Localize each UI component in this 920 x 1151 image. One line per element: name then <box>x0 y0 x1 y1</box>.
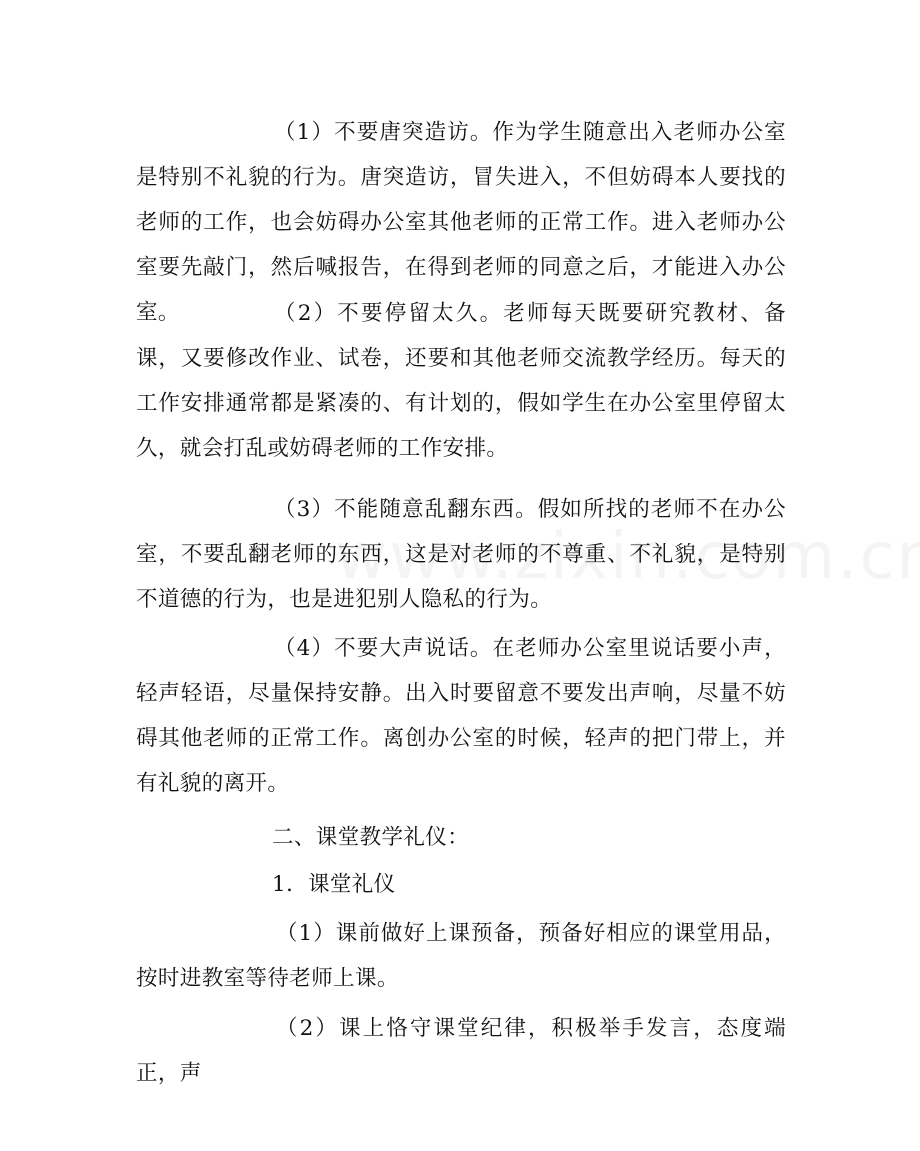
paragraph-1: （1）不要唐突造访。作为学生随意出入老师办公室是特别不礼貌的行为。唐突造访，冒失进入，不但妨碍本人要找的老师的工作，也会妨碍办公室其他老师的正常工作。进入老师办公室要先敲门，然后喊报告，在得到老师的同意之后，才能进入办公室。 <box>136 120 786 325</box>
paragraph-2: （2）不要停留太久。老师每天既要研究教材、备课，又要修改作业、试卷，还要和其他老师交流教学经历。每天的工作安排通常都是紧凑的、有计划的，假如学生在办公室里停留太久，就会打乱或妨碍老师的工作安排。 <box>136 301 786 461</box>
paragraph-3: （3）不能随意乱翻东西。假如所找的老师不在办公室，不要乱翻老师的东西，这是对老师的不尊重、不礼貌，是特别不道德的行为，也是进犯别人隐私的行为。 <box>136 497 786 612</box>
paragraph-6: （2）课上恪守课堂纪律，积极举手发言，态度端正，声 <box>136 1016 786 1086</box>
section-heading: 二、课堂教学礼仪： <box>272 825 470 850</box>
paragraph-4: （4）不要大声说话。在老师办公室里说话要小声，轻声轻语，尽量保持安静。出入时要留意不要发出声响，尽量不妨碍其他老师的正常工作。离创办公室的时候，轻声的把门带上，并有礼貌的离开。 <box>136 636 786 796</box>
paragraph-5: （1）课前做好上课预备，预备好相应的课堂用品，按时进教室等待老师上课。 <box>136 921 786 991</box>
subsection-heading: 1．课堂礼仪 <box>272 872 396 897</box>
